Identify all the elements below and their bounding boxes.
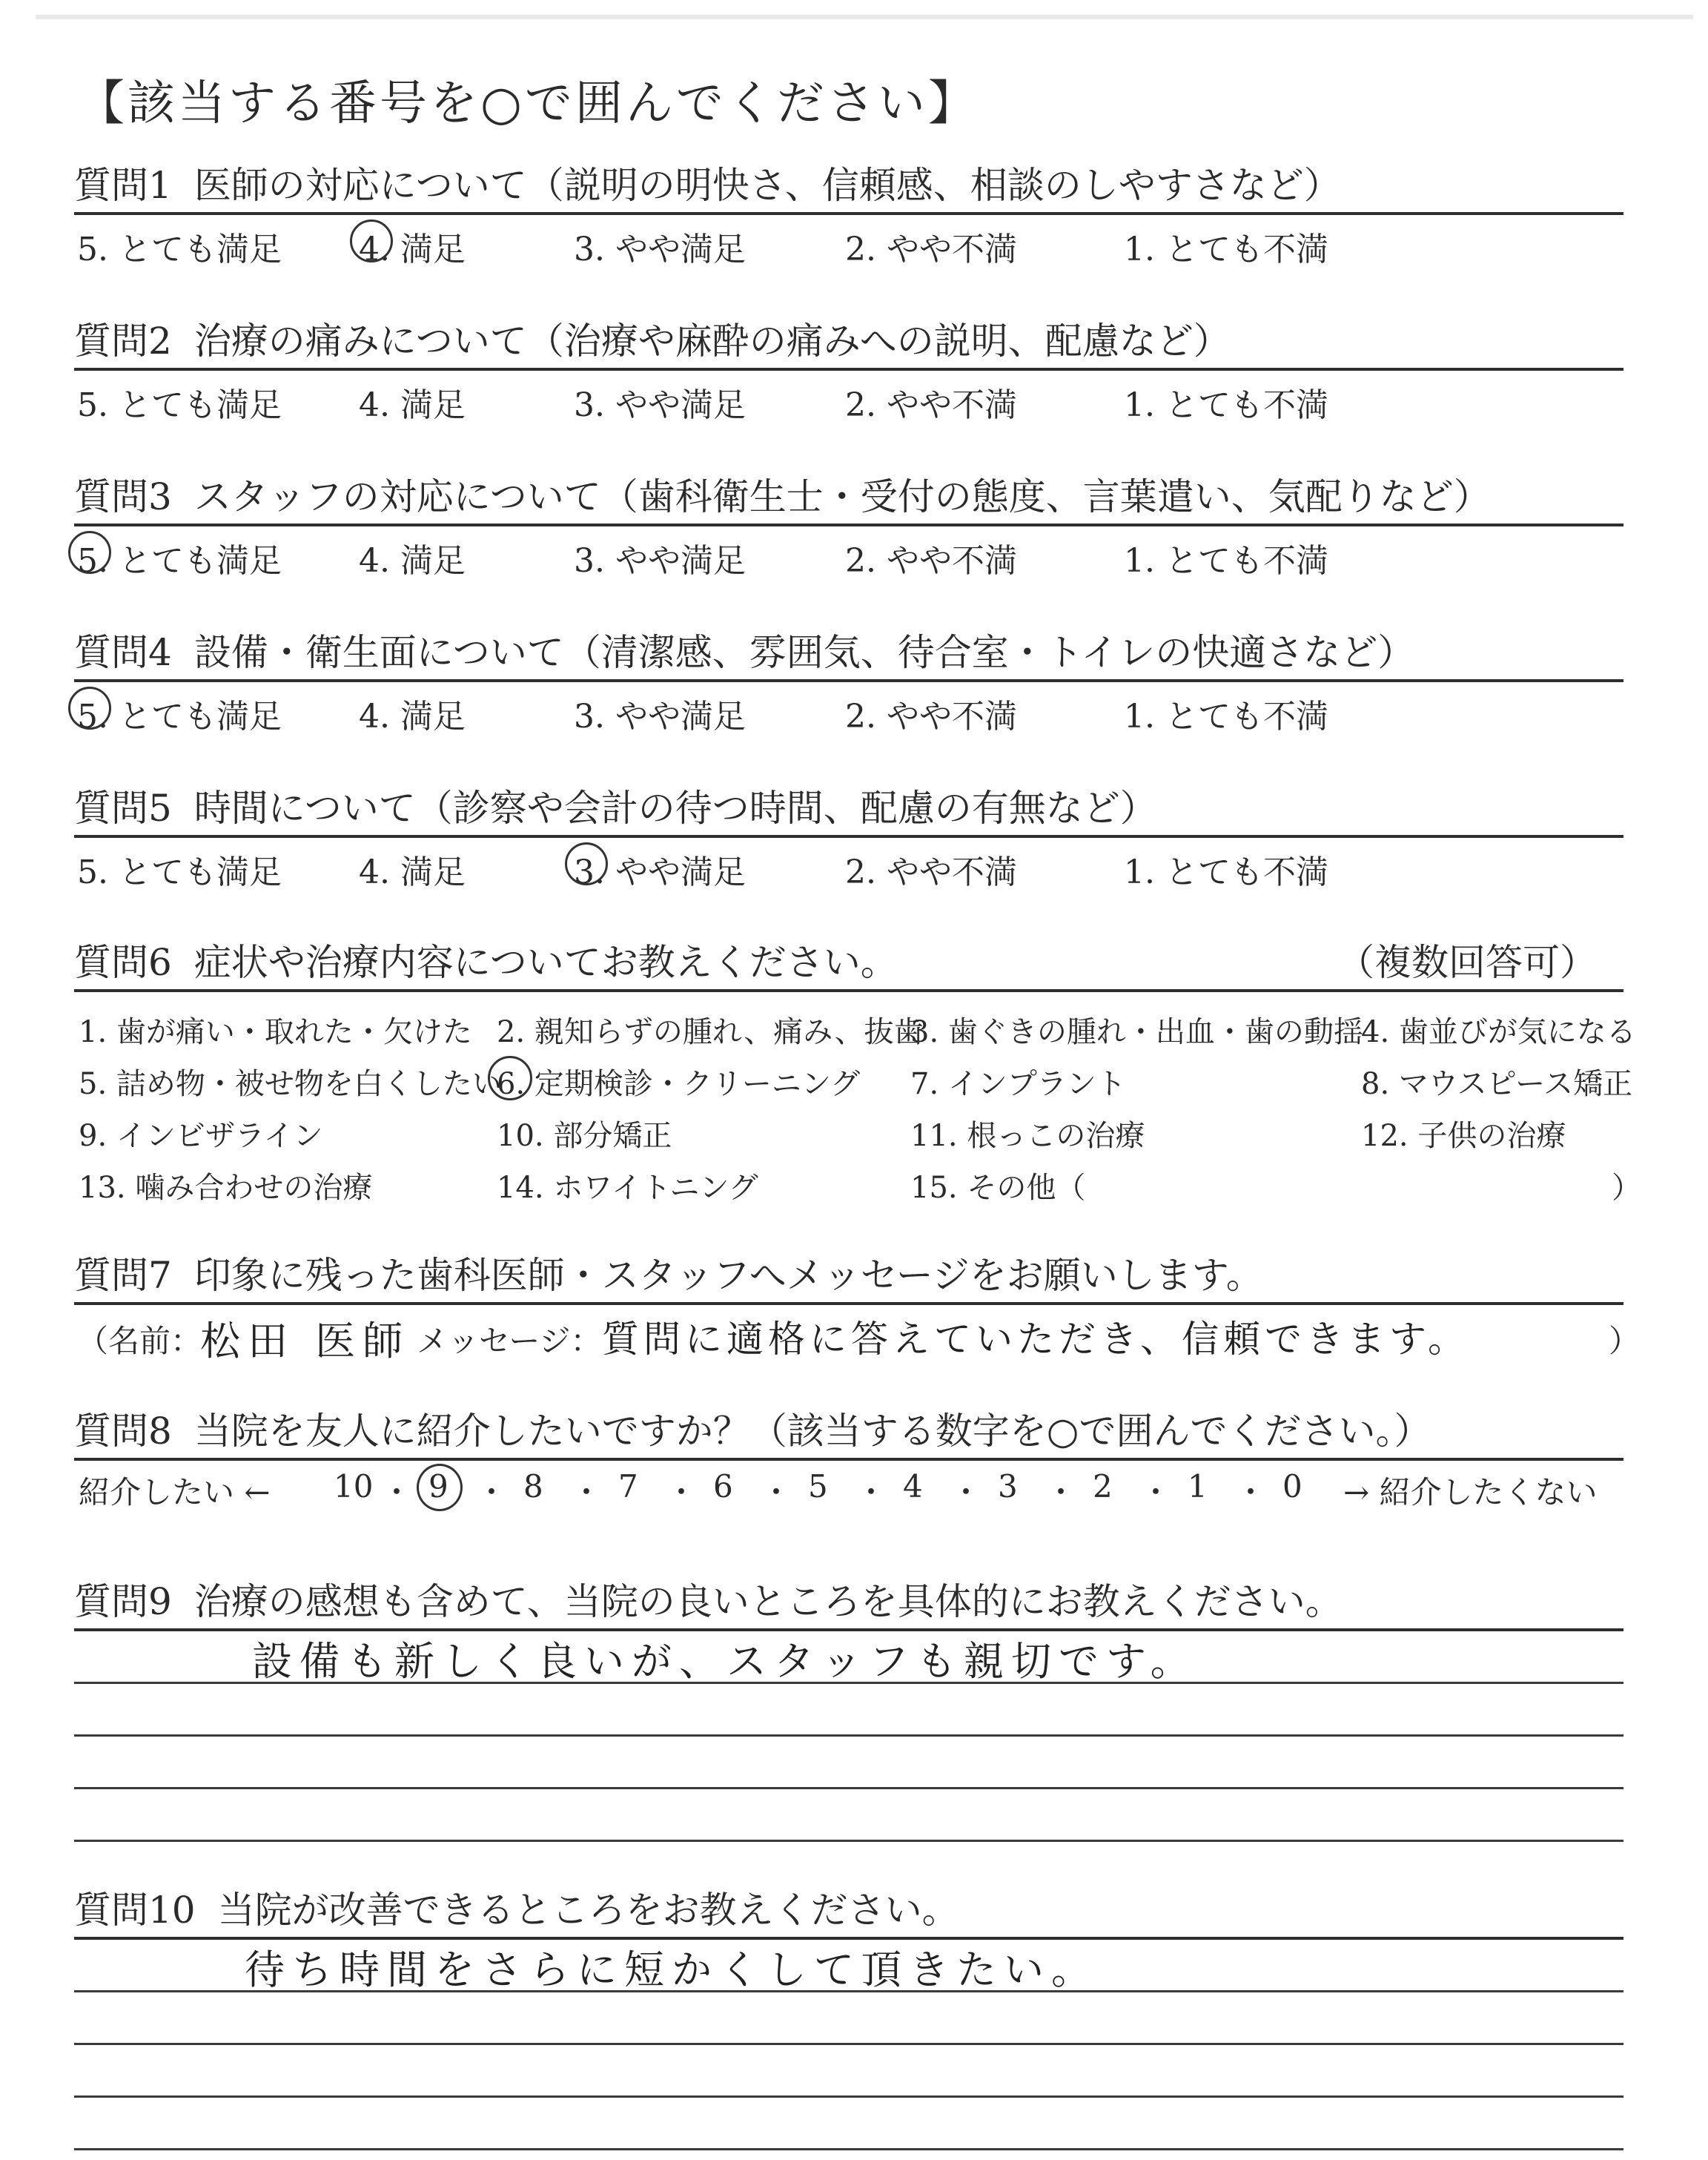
rating-option-5[interactable]: 5. とても満足 xyxy=(77,231,282,268)
symptom-option-15[interactable]: 15. その他（ xyxy=(910,1171,1086,1205)
symptom-option-7[interactable]: 7. インプラント xyxy=(910,1067,1126,1101)
symptom-option-5[interactable]: 5. 詰め物・被せ物を白くしたい xyxy=(79,1067,502,1101)
symptom-option-1[interactable]: 1. 歯が痛い・取れた・欠けた xyxy=(79,1015,472,1049)
question-1 xyxy=(74,159,1623,267)
question-7 xyxy=(74,1249,1641,1364)
selection-circle xyxy=(350,219,393,262)
referral-scale xyxy=(74,1461,1623,1513)
symptom-option-3[interactable]: 3. 歯ぐきの腫れ・出血・歯の動揺 xyxy=(910,1015,1363,1049)
question-title: 時間について（診察や会計の待つ時間、配慮の有無など） xyxy=(193,787,1157,830)
name-label: （名前： xyxy=(77,1323,202,1359)
question-title: 症状や治療内容についてお教えください。 xyxy=(193,941,898,984)
scale-separator: ・ xyxy=(1045,1474,1077,1510)
answer-line xyxy=(74,2148,1623,2150)
symptom-option-14[interactable]: 14. ホワイトニング xyxy=(497,1171,758,1205)
symptom-option-9[interactable]: 9. インビザライン xyxy=(79,1119,323,1153)
scale-separator: ・ xyxy=(950,1474,982,1510)
rating-option-5[interactable]: 5. とても満足 xyxy=(77,542,282,580)
close-paren: ） xyxy=(1609,1323,1641,1359)
message-label: メッセージ： xyxy=(417,1323,602,1359)
rating-options xyxy=(74,215,1623,267)
rating-option-3[interactable]: 3. やや満足 xyxy=(574,386,746,424)
scale-separator: ・ xyxy=(1140,1474,1172,1510)
selection-circle xyxy=(565,842,608,885)
improvement-answer[interactable]: 待ち時間をさらに短かくして頂きたい。 xyxy=(245,1946,1099,1993)
question-number: 質問3 xyxy=(74,475,172,518)
rating-option-2[interactable]: 2. やや不満 xyxy=(845,386,1017,424)
answer-lines xyxy=(74,1628,1623,1842)
rating-option-1[interactable]: 1. とても不満 xyxy=(1124,853,1328,891)
question-10 xyxy=(74,1883,1623,2150)
selection-circle xyxy=(68,687,111,730)
scale-value-8[interactable]: 8 xyxy=(523,1468,543,1505)
rating-option-1[interactable]: 1. とても不満 xyxy=(1124,698,1328,736)
scale-separator: ・ xyxy=(571,1474,603,1510)
symptom-option-2[interactable]: 2. 親知らずの腫れ、痛み、抜歯 xyxy=(497,1015,924,1049)
question-number: 質問9 xyxy=(74,1580,172,1623)
page-heading: 【該当する番号を○で囲んでください】 xyxy=(77,76,979,131)
rating-option-4[interactable]: 4. 満足 xyxy=(359,386,466,424)
answer-line xyxy=(74,1734,1623,1737)
scale-value-4[interactable]: 4 xyxy=(903,1468,923,1505)
question-title: 設備・衛生面について（清潔感、雰囲気、待合室・トイレの快適さなど） xyxy=(193,631,1415,674)
scan-edge xyxy=(36,15,1693,19)
scale-separator: ・ xyxy=(476,1474,508,1510)
rating-option-1[interactable]: 1. とても不満 xyxy=(1124,542,1328,580)
rating-option-5[interactable]: 5. とても満足 xyxy=(77,698,282,736)
answer-line xyxy=(74,1840,1623,1842)
question-number: 質問8 xyxy=(74,1410,172,1453)
rating-option-4[interactable]: 4. 満足 xyxy=(359,231,466,268)
rating-options xyxy=(74,838,1623,890)
question-title: 当院を友人に紹介したいですか？（該当する数字を○で囲んでください。） xyxy=(193,1410,1431,1453)
other-close-paren: ） xyxy=(1612,1171,1641,1205)
question-number: 質問7 xyxy=(74,1254,172,1297)
scale-separator: ・ xyxy=(666,1474,698,1510)
question-number: 質問4 xyxy=(74,631,172,674)
scale-right-label: → 紹介したくない xyxy=(1343,1474,1598,1510)
symptom-option-8[interactable]: 8. マウスピース矯正 xyxy=(1361,1067,1633,1101)
symptom-options xyxy=(74,992,1641,1207)
symptom-option-11[interactable]: 11. 根っこの治療 xyxy=(910,1119,1145,1153)
name-value[interactable]: 松田 医師 xyxy=(200,1318,411,1364)
symptom-option-6[interactable]: 6. 定期検診・クリーニング xyxy=(497,1067,861,1101)
answer-lines xyxy=(74,1937,1623,2150)
question-title: スタッフの対応について（歯科衛生士・受付の態度、言葉遣い、気配りなど） xyxy=(193,475,1491,518)
selection-circle xyxy=(488,1056,532,1100)
question-title: 治療の痛みについて（治療や麻酔の痛みへの説明、配慮など） xyxy=(193,320,1231,363)
question-number: 質問5 xyxy=(74,787,172,830)
good-points-answer[interactable]: 設備も新しく良いが、スタッフも親切です。 xyxy=(252,1638,1198,1685)
scale-value-10[interactable]: 10 xyxy=(334,1468,374,1505)
rating-option-2[interactable]: 2. やや不満 xyxy=(845,853,1017,891)
scale-value-3[interactable]: 3 xyxy=(998,1468,1018,1505)
question-3 xyxy=(74,470,1623,578)
question-8 xyxy=(74,1404,1623,1513)
rating-option-4[interactable]: 4. 満足 xyxy=(359,698,466,736)
answer-line xyxy=(74,1787,1623,1789)
rating-option-4[interactable]: 4. 満足 xyxy=(359,542,466,580)
question-number: 質問2 xyxy=(74,320,172,363)
scale-separator: ・ xyxy=(855,1474,887,1510)
question-number: 質問1 xyxy=(74,164,172,207)
scale-value-6[interactable]: 6 xyxy=(713,1468,733,1505)
question-title: 印象に残った歯科医師・スタッフへメッセージをお願いします。 xyxy=(193,1254,1263,1297)
question-9 xyxy=(74,1575,1623,1842)
scale-value-5[interactable]: 5 xyxy=(808,1468,828,1505)
symptom-option-13[interactable]: 13. 噛み合わせの治療 xyxy=(79,1171,373,1205)
question-4 xyxy=(74,626,1623,734)
scale-value-1[interactable]: 1 xyxy=(1188,1468,1208,1505)
question-title: 医師の対応について（説明の明快さ、信頼感、相談のしやすさなど） xyxy=(193,164,1341,207)
symptom-option-4[interactable]: 4. 歯並びが気になる xyxy=(1361,1015,1636,1049)
rating-option-2[interactable]: 2. やや不満 xyxy=(845,698,1017,736)
rating-option-2[interactable]: 2. やや不満 xyxy=(845,542,1017,580)
message-value[interactable]: 質問に適格に答えていただき、信頼できます。 xyxy=(602,1318,1469,1361)
rating-option-3[interactable]: 3. やや満足 xyxy=(574,231,746,268)
question-number: 質問6 xyxy=(74,941,172,984)
rating-option-3[interactable]: 3. やや満足 xyxy=(574,698,746,736)
selection-circle xyxy=(68,531,111,574)
scale-value-7[interactable]: 7 xyxy=(618,1468,638,1505)
rating-option-5[interactable]: 5. とても満足 xyxy=(77,386,282,424)
question-number: 質問10 xyxy=(74,1889,196,1932)
symptom-option-12[interactable]: 12. 子供の治療 xyxy=(1361,1119,1566,1153)
rating-option-2[interactable]: 2. やや不満 xyxy=(845,231,1017,268)
rating-options xyxy=(74,682,1623,734)
selection-circle xyxy=(417,1464,463,1511)
rating-option-5[interactable]: 5. とても満足 xyxy=(77,853,282,891)
answer-line xyxy=(74,2095,1623,2098)
question-5 xyxy=(74,782,1623,890)
question-6 xyxy=(74,936,1641,1207)
scale-value-0[interactable]: 0 xyxy=(1282,1468,1302,1505)
scale-separator: ・ xyxy=(761,1474,792,1510)
rating-options xyxy=(74,371,1623,423)
question-title: 治療の感想も含めて、当院の良いところを具体的にお教えください。 xyxy=(193,1580,1343,1623)
rating-option-3[interactable]: 3. やや満足 xyxy=(574,853,746,891)
question-title: 当院が改善できるところをお教えください。 xyxy=(217,1889,959,1932)
multiple-answers-note: （複数回答可） xyxy=(1337,941,1597,984)
scale-separator: ・ xyxy=(1235,1474,1267,1510)
symptom-option-10[interactable]: 10. 部分矯正 xyxy=(497,1119,672,1153)
scale-value-2[interactable]: 2 xyxy=(1093,1468,1113,1505)
rating-options xyxy=(74,526,1623,578)
rating-option-1[interactable]: 1. とても不満 xyxy=(1124,231,1328,268)
answer-line xyxy=(74,2043,1623,2045)
rating-option-3[interactable]: 3. やや満足 xyxy=(574,542,746,580)
scale-value-9[interactable]: 9 xyxy=(428,1468,448,1505)
question-2 xyxy=(74,314,1623,423)
rating-option-1[interactable]: 1. とても不満 xyxy=(1124,386,1328,424)
scale-separator: ・ xyxy=(381,1474,413,1510)
rating-option-4[interactable]: 4. 満足 xyxy=(359,853,466,891)
scale-left-label: 紹介したい ← xyxy=(79,1474,271,1510)
